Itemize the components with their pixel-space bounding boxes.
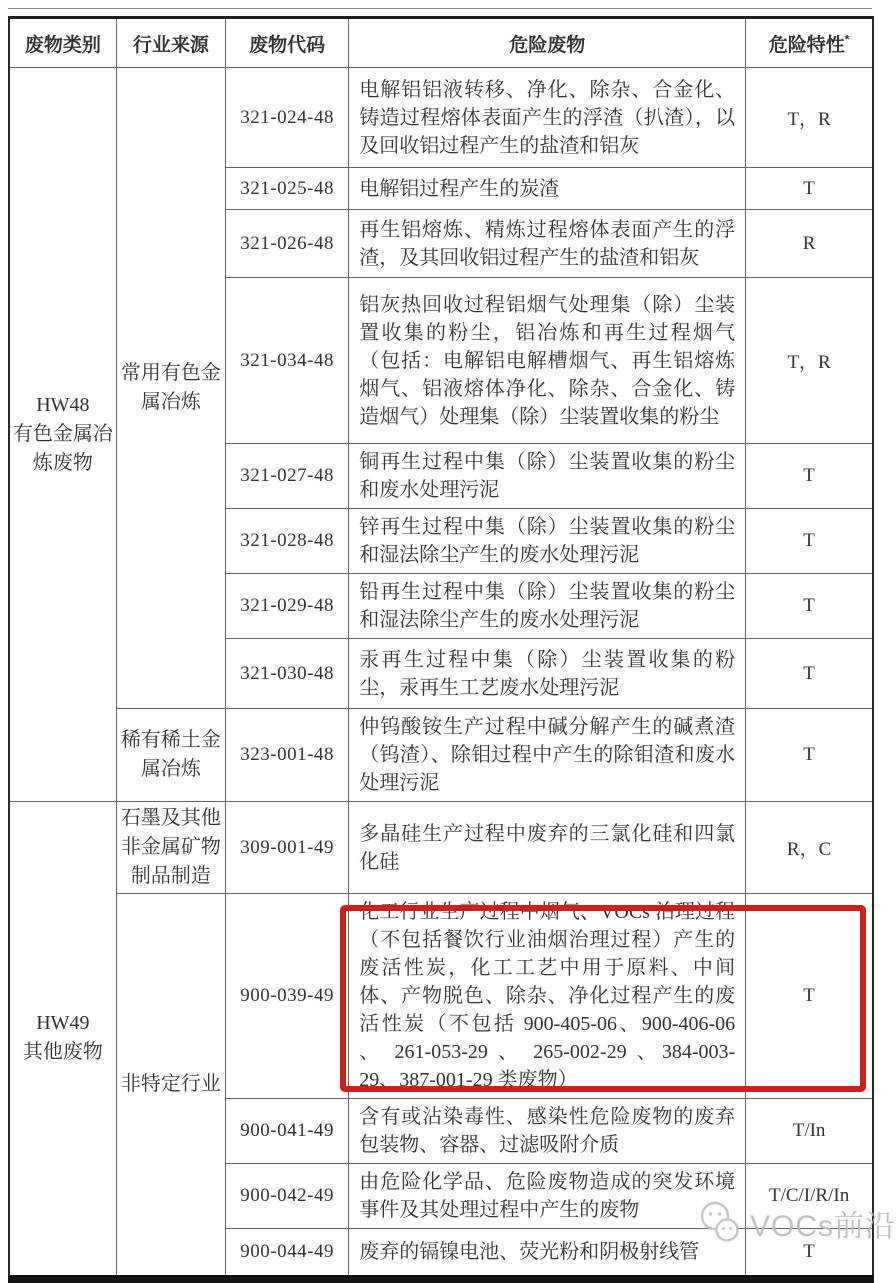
cell-industry-nonspecific [116,894,225,1279]
header-industry-source [116,18,225,68]
cell-hazard-trait: T，R [746,68,873,168]
header-label: 废物代码 [249,34,326,56]
cell-waste-category-hw49 [9,802,116,1279]
cell-waste-desc: 多晶硅生产过程中废弃的三氯化硅和四氯化硅 [349,802,746,894]
top-divider-line [8,8,872,9]
cell-waste-code: 309-001-49 [225,802,348,894]
table-row [9,709,873,802]
cell-hazard-trait: T，R [746,278,873,444]
cell-waste-category-hw48 [9,68,116,802]
cell-hazard-trait: T/C/I/R/In [746,1164,873,1229]
cell-waste-desc: 铅再生过程中集（除）尘装置收集的粉尘和湿法除尘产生的废水处理污泥 [349,574,746,639]
cell-hazard-trait: T [746,444,873,509]
header-label: 行业来源 [132,34,209,56]
cell-waste-desc [349,894,746,1099]
category-code: HW49 [36,1012,90,1035]
industry-label: 非特定行业 [120,1072,221,1095]
cell-waste-code: 900-044-49 [225,1229,348,1279]
cell-waste-desc: 铜再生过程中集（除）尘装置收集的粉尘和废水处理污泥 [349,444,746,509]
header-hazardous-waste [349,18,746,68]
cell-waste-code: 321-028-48 [225,509,348,574]
cell-industry-common-nonferrous [116,68,225,709]
cell-waste-desc: 电解铝过程产生的炭渣 [349,168,746,210]
table-row-highlighted [9,894,873,1099]
table-row [9,68,873,168]
table-row [9,802,873,894]
cell-industry-graphite [116,802,225,894]
cell-hazard-trait: T [746,894,873,1099]
header-waste-code [225,18,348,68]
header-hazard-trait [746,18,873,68]
hazardous-waste-table [8,16,874,1283]
cell-waste-desc: 含有或沾染毒性、感染性危险废物的废弃包装物、容器、过滤吸附介质 [349,1099,746,1164]
cell-hazard-trait: R [746,210,873,278]
watermark-text: VOCs前沿 [750,1210,896,1243]
category-label: 其他废物 [22,1041,103,1064]
cell-hazard-trait: T/In [746,1099,873,1164]
cell-waste-desc: 铝灰热回收过程铝烟气处理集（除）尘装置收集的粉尘，铝冶炼和再生过程烟气（包括：电解铝电解槽烟气、再生铝熔炼烟气、铝液熔体净化、除杂、合金化、铸造烟气）处理集（除）尘装置收集的粉尘 [349,278,746,444]
header-waste-category [9,18,116,68]
cell-waste-desc: 再生铝熔炼、精炼过程熔体表面产生的浮渣，及其回收铝过程产生的盐渣和铝灰 [349,210,746,278]
category-label: 有色金属冶炼废物 [12,423,113,474]
cell-waste-code: 321-027-48 [225,444,348,509]
cell-hazard-trait: T [746,639,873,709]
header-label: 危险废物 [509,34,586,56]
industry-label: 稀有稀土金属冶炼 [120,729,221,780]
cell-industry-rare-earth [116,709,225,802]
cell-waste-code: 321-029-48 [225,574,348,639]
cell-waste-code: 900-042-49 [225,1164,348,1229]
cell-waste-code: 321-026-48 [225,210,348,278]
cell-hazard-trait: T [746,574,873,639]
cell-waste-code: 321-030-48 [225,639,348,709]
waste-desc-text: 化工行业生产过程中烟气、VOCs 治理过程（不包括餐饮行业油烟治理过程）产生的废活性炭，化工工艺中用于原料、中间体、产物脱色、除杂、净化过程产生的废活性炭（不包括 900-405-06、900-406-06 、 261-053-29 、 265-002-29 、384-003-29、387-001-29 类废物） [359,901,736,1091]
cell-waste-code: 321-025-48 [225,168,348,210]
cell-hazard-trait: T [746,709,873,802]
industry-label: 常用有色金属冶炼 [120,362,221,413]
cell-waste-desc: 仲钨酸铵生产过程中碱分解产生的碱煮渣（钨渣）、除钼过程中产生的除钼渣和废水处理污泥 [349,709,746,802]
cell-hazard-trait: T [746,168,873,210]
cell-waste-desc: 电解铝铝液转移、净化、除杂、合金化、铸造过程熔体表面产生的浮渣（扒渣），以及回收铝过程产生的盐渣和铝灰 [349,68,746,168]
cell-waste-code: 321-034-48 [225,278,348,444]
cell-waste-code: 900-041-49 [225,1099,348,1164]
cell-hazard-trait: T [746,1229,873,1279]
cell-waste-code: 900-039-49 [225,894,348,1099]
cell-hazard-trait: T [746,509,873,574]
category-code: HW48 [36,394,90,416]
header-asterisk: * [844,32,850,47]
cell-waste-desc: 锌再生过程中集（除）尘装置收集的粉尘和湿法除尘产生的废水处理污泥 [349,509,746,574]
cell-waste-code: 323-001-48 [225,709,348,802]
header-label: 危险特性 [768,34,845,56]
header-label: 废物类别 [24,34,101,56]
cell-waste-desc: 汞再生过程中集（除）尘装置收集的粉尘，汞再生工艺废水处理污泥 [349,639,746,709]
cell-waste-code: 321-024-48 [225,68,348,168]
cell-waste-desc: 由危险化学品、危险废物造成的突发环境事件及其处理过程中产生的废物 [349,1164,746,1229]
cell-waste-desc: 废弃的镉镍电池、荧光粉和阴极射线管 [349,1229,746,1279]
table-header-row [9,18,873,68]
cell-hazard-trait: R，C [746,802,873,894]
industry-label: 石墨及其他非金属矿物制品制造 [120,807,221,887]
